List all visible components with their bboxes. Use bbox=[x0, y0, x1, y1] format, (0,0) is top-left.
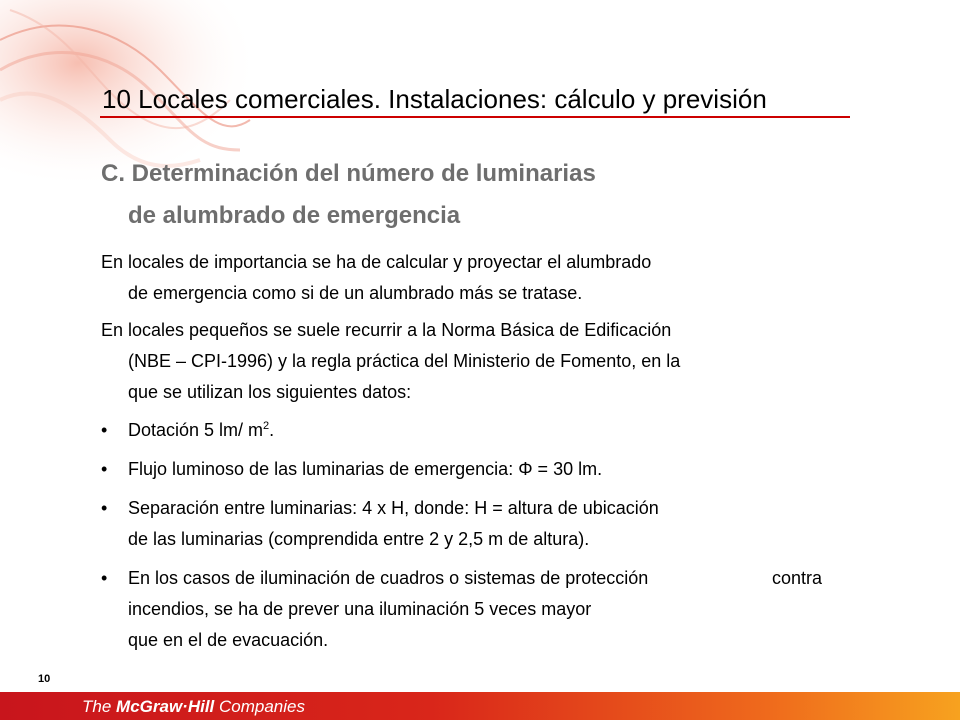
paragraph2-line1: En locales pequeños se suele recurrir a la Norma Básica de Edificación bbox=[101, 320, 672, 340]
bullet3-line2: de las luminarias (comprendida entre 2 y 2,5 m de altura). bbox=[128, 529, 590, 549]
bullet4-line1: En los casos de iluminación de cuadros o sistemas de protección bbox=[128, 568, 649, 588]
page-number: 10 bbox=[38, 673, 51, 685]
bullet-marker: • bbox=[101, 459, 108, 479]
bullet-marker: • bbox=[101, 420, 108, 440]
slide-title: 10 Locales comerciales. Instalaciones: cálculo y previsión bbox=[102, 84, 767, 114]
paragraph1-line1: En locales de importancia se ha de calcular y proyectar el alumbrado bbox=[101, 252, 652, 272]
paragraph1-line2: de emergencia como si de un alumbrado más se tratase. bbox=[128, 283, 583, 303]
bullet-marker: • bbox=[101, 568, 108, 588]
bullet1-text: Dotación 5 lm/ $m^2$. bbox=[128, 420, 275, 440]
bullet4-line2: incendios, se ha de prever una iluminación 5 veces mayor bbox=[128, 599, 592, 619]
bullet2-text: Flujo luminoso de las luminarias de emergencia: Φ = 30 lm. bbox=[128, 459, 603, 479]
section-heading-line1: C. Determinación del número de luminarias bbox=[101, 160, 596, 187]
paragraph2-line3: que se utilizan los siguientes datos: bbox=[128, 382, 412, 402]
section-heading-line2: de alumbrado de emergencia bbox=[128, 202, 461, 229]
title-underline bbox=[100, 116, 850, 118]
bullet4-line3: que en el de evacuación. bbox=[128, 630, 329, 650]
bullet4-line1-end: contra bbox=[772, 568, 823, 588]
company-logo: The McGraw·Hill Companies bbox=[82, 697, 305, 716]
bullet3-line1: Separación entre luminarias: 4 x H, donde: H = altura de ubicación bbox=[128, 498, 659, 518]
bullet-marker: • bbox=[101, 498, 108, 518]
paragraph2-line2: (NBE – CPI-1996) y la regla práctica del Ministerio de Fomento, en la bbox=[128, 351, 681, 371]
